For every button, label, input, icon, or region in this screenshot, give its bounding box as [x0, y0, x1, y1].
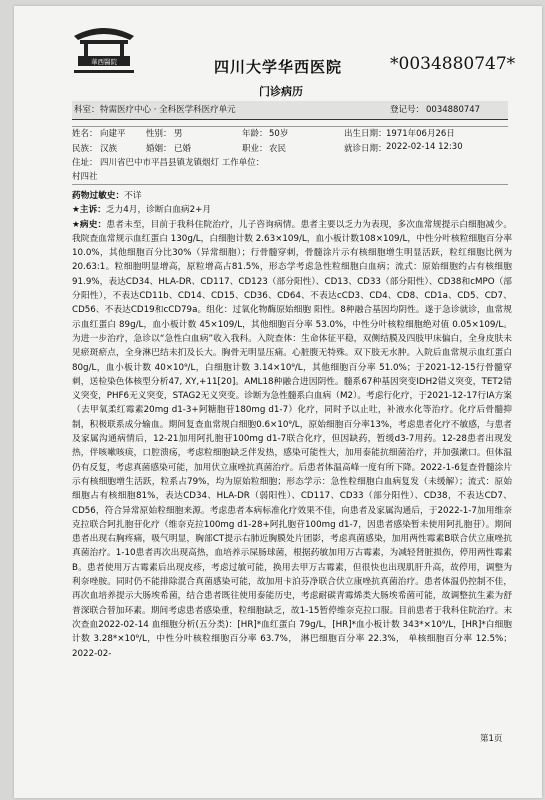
patient-ethnic: 汉族 [100, 144, 118, 154]
allergy-value: 不详 [124, 191, 142, 201]
patient-age: 50岁 [269, 129, 289, 139]
history-line: 患者未至，目前于我科住院治疗，儿子咨询病情。患者主要以乏力为表现，多次血常规 [106, 219, 442, 230]
history-line: 、CD38，不表达CD7、CD56，符合异常原始粒细胞来源。考虑患者本病标准化疗效果不佳，向 [72, 491, 512, 516]
history-line: 、CD14、CD15、CD36、CD64、不表达cCD3、CD4、CD8、CD1a、CD5、CD7、CD56、不表达CD19和 [72, 291, 512, 316]
record-type-title: 门诊病历 [259, 85, 303, 98]
complaint-line [72, 203, 512, 217]
history-line: 苷180mg d1-7）化疗，同时予以止吐，补液水化等治疗。化疗后骨髓抑制，积极联系成分输血。 [72, 405, 512, 430]
history-line: 05×109/L。为进一步治疗，急诊以“急性白血病”收入我科。入院查体：生命体征平稳，双侧结 [72, 319, 513, 344]
hospital-logo-icon [70, 18, 138, 82]
name-label: 姓名： [72, 129, 98, 139]
patient-occupation: 农民 [269, 144, 287, 154]
history-line: 14×10⁹/L，其他细胞百分率 51.0%；于2021-12-15行骨髓穿刺，送检染色体核型分析47, XY, [72, 362, 512, 387]
complaint-label: ★主诉： [72, 205, 106, 216]
occupation-label: 职业： [242, 144, 268, 154]
history-line: 蛋白 89g/L，血小板计数 45×109/L，其他细胞百分率 53.0%，中性分叶核粒细胞绝对值 0. [98, 319, 461, 330]
patient-dob: 1971年06月26日 [386, 129, 455, 139]
history-line: 调整为利奈唑胺。同时仍不能排除混合真菌感染可能，故加用卡泊芬净联合伏立康唑抗真菌治 [72, 562, 513, 588]
patient-name: 向建平 [100, 129, 126, 139]
patient-address: 四川省巴中市平昌县镇龙镇烟灯 工作单位： [100, 158, 265, 168]
ethnic-label: 民族： [72, 144, 98, 154]
history-paragraph [72, 218, 512, 661]
dob-label: 出生日期： [344, 129, 387, 139]
history-lines [72, 220, 512, 659]
dept-value: 特需医疗中心 · 全科医学科医疗单元 [100, 105, 236, 115]
serial-number: *0034880747* [390, 54, 516, 74]
history-line: 无特殊。双下肢无水肿。入院后血常规示血红蛋白 80g/L，血小板计数 40×10⁹/L，白细胞计数 3. [72, 348, 513, 373]
history-line: 示：急性粒细胞白血病复发（未缓解）；流式：原始细胞占有核细胞81%，表达CD34、HLA-DR（弱阳性）、CD117、CD33（部分阳性） [72, 476, 513, 502]
history-line: 一度有所下降。2022-1-6复查骨髓涂片示有核细胞增生活跃，粒系占79%，均为原始粒细胞；形态学 [72, 462, 513, 487]
history-line: 髓涂片示有核细胞增生明显活跃，粒红细胞比例为20.63:1。粒细胞明显增高，原粒增高占81. [72, 248, 513, 273]
divider [72, 184, 508, 185]
page-number: 第1页 [480, 734, 503, 744]
medical-record-page [14, 6, 542, 798]
history-line: +11[20]。AML18种融合进因阴性。髓系67种基因突变IDH2错义突变，TET2错义突变，PHF6无义突变， [72, 376, 512, 402]
history-line: 5%，形态学考虑急性粒细胞白血病；流式：原始细胞约占有核细胞91.9%，表达CD34、HLA-DR、 [72, 262, 512, 287]
patient-address-line2: 村四社 [72, 172, 98, 182]
history-line: 膜及四肢甲床偏白，全身皮肤未见瘀斑瘀点，全身淋巴结未扪及长大。胸骨无明显压痛。心脏腹 [72, 333, 512, 359]
dept-label: 科室： [74, 105, 100, 115]
patient-marital: 已婚 [174, 144, 192, 154]
visit-label: 就诊日期： [344, 144, 387, 154]
history-line: CD117、CD123（部分阳性）、CD13、CD33（部分阳性）、CD38和cMPO（部分阳性），不表达CD11b [72, 276, 512, 302]
age-label: 年龄： [242, 129, 268, 139]
allergy-label: 药物过敏史： [72, 191, 125, 201]
visit-date: 2022-02-14 12:30 [386, 142, 463, 152]
sex-label: 性别： [146, 129, 172, 139]
history-line: 通病情后，12-21加用阿扎胞苷100mg d1-7联合化疗，但因缺药，暂缓d3-7用药。12-28患者出现 [108, 434, 504, 445]
history-line: cCD79a。组化：过氧化物酶原始细胞 阳性。8种融合基因均阴性。遂于急诊就诊，血常规示血红 [72, 305, 512, 330]
history-line: 中性分叶核粒细胞百分率 63.7%， 淋巴细胞百分率 22.3%， 单核细胞百分率 12.5%；2022-02- [72, 634, 512, 659]
complaint-value: 乏力4月，诊断白血病2+月 [105, 205, 212, 216]
history-line: 示右肺近胸膜处片团影，考虑真菌感染，加用两性霉素B联合伏立康唑抗真菌治疗。1-10患者再次 [72, 534, 512, 559]
history-line: 疗。患者体温仍控制不佳，再次血培养提示大肠埃希菌，结合患者既往使用泰能历史，考虑耐碳 [72, 577, 513, 602]
reg-label: 登记号： [390, 105, 425, 115]
history-label: ★病史： [72, 219, 107, 230]
history-line: 使用万古霉素后出现皮疹，考虑过敏可能，换用去甲万古霉素，但很快也出现肌肝升高，故停用， [104, 562, 486, 573]
history-line: 青霉烯类大肠埃希菌可能，故调整抗生素为舒普深联合替加环素。期间考虑患者感染重，粒细胞 [72, 591, 513, 616]
history-line: 期间复查血常规白细胞0.6×10⁹/L，原始细胞百分率13%，考虑患者化疗不敏感，与患者及家属沟 [72, 419, 512, 445]
record-body [72, 189, 512, 661]
history-line: 并加强漱口。但体温仍有反复，考虑真菌感染可能，加用伏立康唑抗真菌治疗。后患者体温高峰 [72, 448, 513, 473]
history-line: 苷100mg d1-7，因患者感染暂未使用阿扎胞苷）。期间患者出现右胸疼痛，吸气明显，胸部CT提 [72, 519, 512, 545]
department-row [72, 101, 508, 120]
marital-label: 婚姻： [146, 144, 172, 154]
history-line: 108×109/L，中性分叶核粒细胞百分率 10.0%，其他细胞百分比30%（异常细胞）；行骨髓穿刺，骨 [72, 233, 513, 259]
patient-sex: 男 [174, 129, 183, 139]
history-line: 发热，伴咳嗽咳痰，口腔溃疡，考虑粒细胞缺乏伴发热，感染可能性大，加用泰能抗细菌治疗， [72, 434, 513, 459]
svg-text:華西醫院: 華西醫院 [91, 58, 117, 66]
history-line: 提示白细胞减少。我院查血常规示血红蛋白 130g/L，白细胞计数 2.63×109/L，血小板计数 [72, 219, 513, 244]
allergy-line [72, 189, 512, 203]
history-line: STAG2无义突变。诊断为急性髓系白血病（M2）。考虑行化疗，于2021-12-17行IA方案（去甲氧柔红霉素20mg d1-3+阿糖胞 [72, 391, 512, 416]
reg-value: 0034880747 [426, 105, 481, 115]
history-line: (五分类)：[HR]*血红蛋白 79g/L，[HR]*血小板计数 343*×10⁹/L，[HR]*白细胞计数 3.28*×10⁹/L， [72, 619, 512, 645]
history-line: 缺乏，故1-15暂停维奈克拉口服。目前患者于我科住院治疗。末次查血2022-02-14 血细胞分析 [72, 605, 513, 630]
hospital-name: 四川大学华西医院 [214, 58, 343, 76]
history-line: 出现高热，血培养示屎肠球菌，根据药敏加用万古霉素，为减轻肾脏损伤，停用两性霉素B。患者 [72, 548, 513, 573]
history-line: 患者及家属沟通后，于2022-1-7加用维奈克拉联合阿扎胞苷化疗（维奈克拉100mg d1-28+阿扎胞 [72, 505, 512, 530]
address-label: 住址： [72, 158, 98, 168]
